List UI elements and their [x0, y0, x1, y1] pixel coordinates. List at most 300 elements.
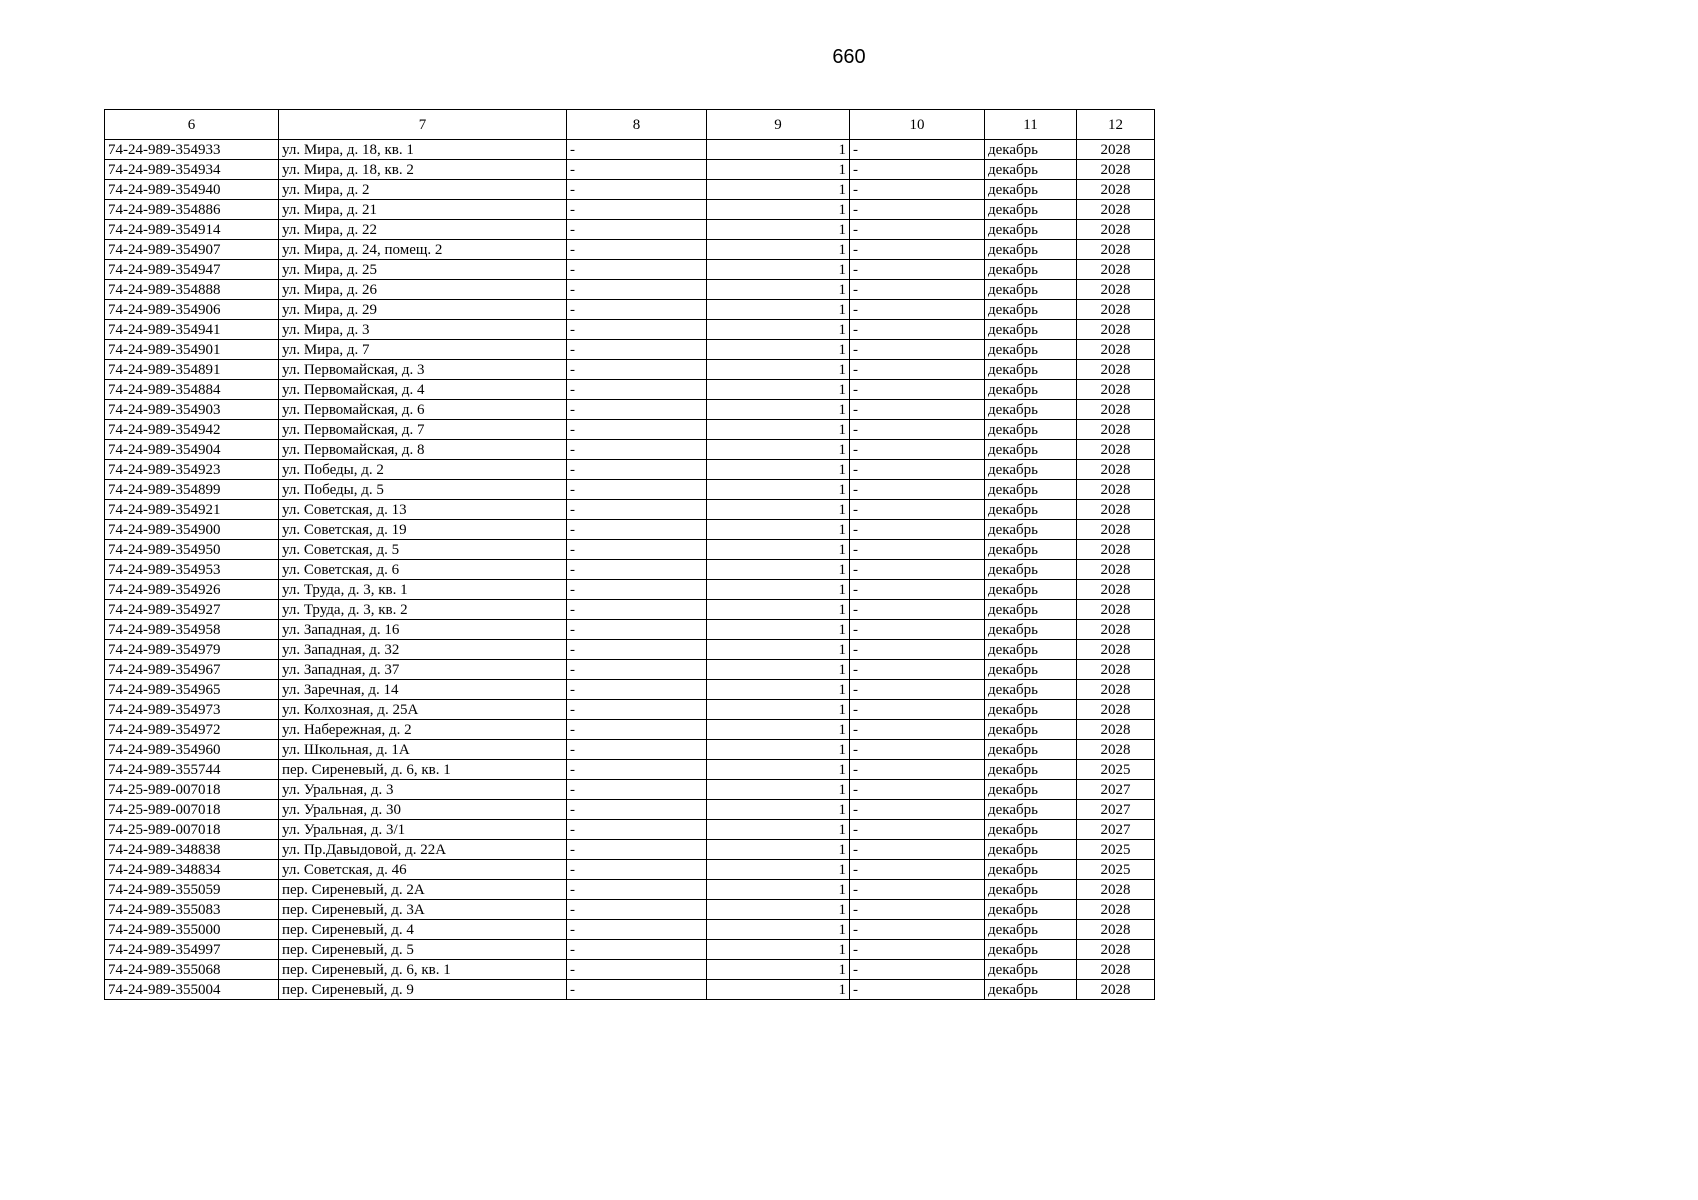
col-10-cell: -	[850, 740, 985, 760]
table-row	[105, 480, 1155, 500]
year-cell: 2028	[1077, 940, 1155, 960]
year-cell: 2028	[1077, 180, 1155, 200]
year-cell: 2025	[1077, 860, 1155, 880]
address-cell: ул. Колхозная, д. 25А	[279, 700, 567, 720]
col-9-cell: 1	[707, 340, 850, 360]
table-row	[105, 720, 1155, 740]
col-10-cell: -	[850, 420, 985, 440]
table-row	[105, 460, 1155, 480]
col-9-cell: 1	[707, 640, 850, 660]
month-cell: декабрь	[985, 200, 1077, 220]
col-8-cell: -	[567, 340, 707, 360]
col-8-cell: -	[567, 900, 707, 920]
month-cell: декабрь	[985, 840, 1077, 860]
cadastral-number-cell: 74-24-989-348838	[105, 840, 279, 860]
col-9-cell: 1	[707, 900, 850, 920]
table-row	[105, 400, 1155, 420]
year-cell: 2028	[1077, 900, 1155, 920]
col-header-8: 8	[567, 110, 707, 140]
col-9-cell: 1	[707, 580, 850, 600]
year-cell: 2028	[1077, 460, 1155, 480]
address-cell: пер. Сиреневый, д. 5	[279, 940, 567, 960]
year-cell: 2028	[1077, 340, 1155, 360]
col-header-11: 11	[985, 110, 1077, 140]
col-10-cell: -	[850, 840, 985, 860]
col-10-cell: -	[850, 640, 985, 660]
year-cell: 2028	[1077, 140, 1155, 160]
col-9-cell: 1	[707, 540, 850, 560]
cadastral-number-cell: 74-24-989-354903	[105, 400, 279, 420]
col-header-6: 6	[105, 110, 279, 140]
col-9-cell: 1	[707, 520, 850, 540]
col-8-cell: -	[567, 600, 707, 620]
col-9-cell: 1	[707, 320, 850, 340]
month-cell: декабрь	[985, 780, 1077, 800]
cadastral-number-cell: 74-24-989-355000	[105, 920, 279, 940]
month-cell: декабрь	[985, 220, 1077, 240]
table-row	[105, 640, 1155, 660]
year-cell: 2028	[1077, 580, 1155, 600]
address-cell: ул. Западная, д. 16	[279, 620, 567, 640]
col-9-cell: 1	[707, 840, 850, 860]
col-8-cell: -	[567, 300, 707, 320]
address-cell: ул. Труда, д. 3, кв. 2	[279, 600, 567, 620]
col-8-cell: -	[567, 940, 707, 960]
table-row	[105, 380, 1155, 400]
cadastral-number-cell: 74-24-989-354927	[105, 600, 279, 620]
address-cell: ул. Советская, д. 19	[279, 520, 567, 540]
table-row	[105, 860, 1155, 880]
month-cell: декабрь	[985, 800, 1077, 820]
cadastral-number-cell: 74-24-989-354923	[105, 460, 279, 480]
month-cell: декабрь	[985, 320, 1077, 340]
col-8-cell: -	[567, 740, 707, 760]
col-8-cell: -	[567, 920, 707, 940]
col-9-cell: 1	[707, 920, 850, 940]
col-8-cell: -	[567, 700, 707, 720]
col-8-cell: -	[567, 760, 707, 780]
col-9-cell: 1	[707, 260, 850, 280]
col-8-cell: -	[567, 720, 707, 740]
year-cell: 2028	[1077, 420, 1155, 440]
col-10-cell: -	[850, 600, 985, 620]
col-header-10: 10	[850, 110, 985, 140]
col-10-cell: -	[850, 480, 985, 500]
col-9-cell: 1	[707, 360, 850, 380]
year-cell: 2028	[1077, 680, 1155, 700]
table-row	[105, 660, 1155, 680]
address-cell: ул. Заречная, д. 14	[279, 680, 567, 700]
col-10-cell: -	[850, 300, 985, 320]
col-8-cell: -	[567, 840, 707, 860]
month-cell: декабрь	[985, 140, 1077, 160]
col-header-9: 9	[707, 110, 850, 140]
year-cell: 2028	[1077, 360, 1155, 380]
col-10-cell: -	[850, 500, 985, 520]
month-cell: декабрь	[985, 240, 1077, 260]
address-cell: ул. Советская, д. 13	[279, 500, 567, 520]
col-9-cell: 1	[707, 700, 850, 720]
col-8-cell: -	[567, 380, 707, 400]
month-cell: декабрь	[985, 560, 1077, 580]
address-cell: ул. Мира, д. 21	[279, 200, 567, 220]
month-cell: декабрь	[985, 760, 1077, 780]
address-cell: ул. Мира, д. 29	[279, 300, 567, 320]
cadastral-number-cell: 74-24-989-354940	[105, 180, 279, 200]
table-row	[105, 540, 1155, 560]
col-10-cell: -	[850, 320, 985, 340]
col-10-cell: -	[850, 700, 985, 720]
table-row	[105, 320, 1155, 340]
col-9-cell: 1	[707, 820, 850, 840]
header-row	[105, 110, 1155, 140]
col-10-cell: -	[850, 820, 985, 840]
month-cell: декабрь	[985, 880, 1077, 900]
cadastral-number-cell: 74-24-989-354934	[105, 160, 279, 180]
col-8-cell: -	[567, 220, 707, 240]
col-9-cell: 1	[707, 680, 850, 700]
page-number: 660	[832, 46, 866, 68]
year-cell: 2028	[1077, 400, 1155, 420]
col-8-cell: -	[567, 980, 707, 1000]
year-cell: 2028	[1077, 520, 1155, 540]
table-row	[105, 220, 1155, 240]
address-cell: ул. Мира, д. 22	[279, 220, 567, 240]
year-cell: 2028	[1077, 640, 1155, 660]
cadastral-number-cell: 74-24-989-354907	[105, 240, 279, 260]
cadastral-number-cell: 74-24-989-354942	[105, 420, 279, 440]
month-cell: декабрь	[985, 420, 1077, 440]
col-header-12: 12	[1077, 110, 1155, 140]
month-cell: декабрь	[985, 280, 1077, 300]
register-table	[104, 109, 1155, 1000]
cadastral-number-cell: 74-24-989-354901	[105, 340, 279, 360]
year-cell: 2028	[1077, 160, 1155, 180]
col-9-cell: 1	[707, 300, 850, 320]
address-cell: ул. Уральная, д. 3/1	[279, 820, 567, 840]
month-cell: декабрь	[985, 700, 1077, 720]
year-cell: 2028	[1077, 920, 1155, 940]
month-cell: декабрь	[985, 900, 1077, 920]
month-cell: декабрь	[985, 260, 1077, 280]
month-cell: декабрь	[985, 600, 1077, 620]
col-9-cell: 1	[707, 500, 850, 520]
address-cell: пер. Сиреневый, д. 3А	[279, 900, 567, 920]
cadastral-number-cell: 74-25-989-007018	[105, 820, 279, 840]
cadastral-number-cell: 74-24-989-354891	[105, 360, 279, 380]
col-10-cell: -	[850, 580, 985, 600]
month-cell: декабрь	[985, 360, 1077, 380]
col-8-cell: -	[567, 960, 707, 980]
col-8-cell: -	[567, 180, 707, 200]
col-10-cell: -	[850, 880, 985, 900]
col-9-cell: 1	[707, 180, 850, 200]
table-row	[105, 680, 1155, 700]
col-8-cell: -	[567, 480, 707, 500]
cadastral-number-cell: 74-24-989-355059	[105, 880, 279, 900]
address-cell: пер. Сиреневый, д. 9	[279, 980, 567, 1000]
address-cell: ул. Набережная, д. 2	[279, 720, 567, 740]
month-cell: декабрь	[985, 180, 1077, 200]
col-8-cell: -	[567, 640, 707, 660]
col-8-cell: -	[567, 860, 707, 880]
address-cell: пер. Сиреневый, д. 4	[279, 920, 567, 940]
address-cell: ул. Первомайская, д. 7	[279, 420, 567, 440]
col-10-cell: -	[850, 140, 985, 160]
year-cell: 2028	[1077, 720, 1155, 740]
col-9-cell: 1	[707, 720, 850, 740]
cadastral-number-cell: 74-24-989-354973	[105, 700, 279, 720]
month-cell: декабрь	[985, 740, 1077, 760]
year-cell: 2028	[1077, 980, 1155, 1000]
month-cell: декабрь	[985, 960, 1077, 980]
address-cell: ул. Школьная, д. 1А	[279, 740, 567, 760]
year-cell: 2025	[1077, 840, 1155, 860]
col-10-cell: -	[850, 440, 985, 460]
col-10-cell: -	[850, 800, 985, 820]
year-cell: 2028	[1077, 480, 1155, 500]
month-cell: декабрь	[985, 980, 1077, 1000]
cadastral-number-cell: 74-25-989-007018	[105, 800, 279, 820]
year-cell: 2025	[1077, 760, 1155, 780]
cadastral-number-cell: 74-24-989-354965	[105, 680, 279, 700]
cadastral-number-cell: 74-24-989-348834	[105, 860, 279, 880]
table-row	[105, 240, 1155, 260]
col-8-cell: -	[567, 540, 707, 560]
col-8-cell: -	[567, 780, 707, 800]
month-cell: декабрь	[985, 460, 1077, 480]
address-cell: ул. Пр.Давыдовой, д. 22А	[279, 840, 567, 860]
year-cell: 2028	[1077, 560, 1155, 580]
register-body	[105, 140, 1155, 1000]
col-10-cell: -	[850, 920, 985, 940]
col-10-cell: -	[850, 220, 985, 240]
col-9-cell: 1	[707, 620, 850, 640]
col-10-cell: -	[850, 240, 985, 260]
col-8-cell: -	[567, 620, 707, 640]
cadastral-number-cell: 74-24-989-355744	[105, 760, 279, 780]
table-row	[105, 740, 1155, 760]
col-9-cell: 1	[707, 480, 850, 500]
cadastral-number-cell: 74-24-989-354947	[105, 260, 279, 280]
address-cell: пер. Сиреневый, д. 6, кв. 1	[279, 960, 567, 980]
year-cell: 2028	[1077, 600, 1155, 620]
cadastral-number-cell: 74-24-989-355068	[105, 960, 279, 980]
table-row	[105, 700, 1155, 720]
col-10-cell: -	[850, 200, 985, 220]
year-cell: 2028	[1077, 320, 1155, 340]
table-row	[105, 360, 1155, 380]
table-row	[105, 260, 1155, 280]
year-cell: 2028	[1077, 380, 1155, 400]
month-cell: декабрь	[985, 540, 1077, 560]
address-cell: ул. Советская, д. 5	[279, 540, 567, 560]
col-8-cell: -	[567, 440, 707, 460]
col-10-cell: -	[850, 860, 985, 880]
col-8-cell: -	[567, 560, 707, 580]
col-10-cell: -	[850, 780, 985, 800]
col-8-cell: -	[567, 260, 707, 280]
cadastral-number-cell: 74-24-989-354960	[105, 740, 279, 760]
col-9-cell: 1	[707, 440, 850, 460]
year-cell: 2028	[1077, 200, 1155, 220]
col-10-cell: -	[850, 620, 985, 640]
col-9-cell: 1	[707, 560, 850, 580]
table-row	[105, 340, 1155, 360]
address-cell: ул. Первомайская, д. 3	[279, 360, 567, 380]
col-10-cell: -	[850, 260, 985, 280]
col-9-cell: 1	[707, 760, 850, 780]
col-9-cell: 1	[707, 880, 850, 900]
col-8-cell: -	[567, 660, 707, 680]
address-cell: ул. Западная, д. 32	[279, 640, 567, 660]
table-row	[105, 840, 1155, 860]
col-8-cell: -	[567, 200, 707, 220]
year-cell: 2028	[1077, 240, 1155, 260]
address-cell: ул. Советская, д. 46	[279, 860, 567, 880]
month-cell: декабрь	[985, 380, 1077, 400]
col-header-7: 7	[279, 110, 567, 140]
table-row	[105, 520, 1155, 540]
month-cell: декабрь	[985, 720, 1077, 740]
cadastral-number-cell: 74-24-989-354941	[105, 320, 279, 340]
col-10-cell: -	[850, 460, 985, 480]
table-row	[105, 600, 1155, 620]
col-8-cell: -	[567, 280, 707, 300]
month-cell: декабрь	[985, 860, 1077, 880]
address-cell: ул. Победы, д. 2	[279, 460, 567, 480]
table-row	[105, 140, 1155, 160]
col-8-cell: -	[567, 820, 707, 840]
month-cell: декабрь	[985, 300, 1077, 320]
col-8-cell: -	[567, 680, 707, 700]
col-10-cell: -	[850, 400, 985, 420]
col-8-cell: -	[567, 420, 707, 440]
cadastral-number-cell: 74-24-989-354950	[105, 540, 279, 560]
cadastral-number-cell: 74-24-989-355004	[105, 980, 279, 1000]
col-8-cell: -	[567, 520, 707, 540]
month-cell: декабрь	[985, 520, 1077, 540]
month-cell: декабрь	[985, 820, 1077, 840]
col-9-cell: 1	[707, 460, 850, 480]
cadastral-number-cell: 74-24-989-354967	[105, 660, 279, 680]
year-cell: 2028	[1077, 700, 1155, 720]
table-row	[105, 780, 1155, 800]
year-cell: 2028	[1077, 260, 1155, 280]
table-row	[105, 580, 1155, 600]
table-row	[105, 820, 1155, 840]
cadastral-number-cell: 74-24-989-354886	[105, 200, 279, 220]
table-row	[105, 800, 1155, 820]
col-10-cell: -	[850, 180, 985, 200]
col-9-cell: 1	[707, 660, 850, 680]
cadastral-number-cell: 74-24-989-354899	[105, 480, 279, 500]
month-cell: декабрь	[985, 500, 1077, 520]
col-9-cell: 1	[707, 740, 850, 760]
col-9-cell: 1	[707, 980, 850, 1000]
year-cell: 2028	[1077, 440, 1155, 460]
address-cell: ул. Мира, д. 24, помещ. 2	[279, 240, 567, 260]
table-row	[105, 880, 1155, 900]
table-row	[105, 900, 1155, 920]
table-row	[105, 940, 1155, 960]
address-cell: пер. Сиреневый, д. 2А	[279, 880, 567, 900]
table-row	[105, 560, 1155, 580]
col-10-cell: -	[850, 520, 985, 540]
col-9-cell: 1	[707, 960, 850, 980]
year-cell: 2027	[1077, 820, 1155, 840]
col-10-cell: -	[850, 160, 985, 180]
table-row	[105, 440, 1155, 460]
address-cell: ул. Труда, д. 3, кв. 1	[279, 580, 567, 600]
address-cell: ул. Мира, д. 2	[279, 180, 567, 200]
year-cell: 2028	[1077, 300, 1155, 320]
address-cell: ул. Мира, д. 7	[279, 340, 567, 360]
month-cell: декабрь	[985, 920, 1077, 940]
col-9-cell: 1	[707, 400, 850, 420]
table-row	[105, 300, 1155, 320]
cadastral-number-cell: 74-24-989-355083	[105, 900, 279, 920]
year-cell: 2028	[1077, 880, 1155, 900]
year-cell: 2028	[1077, 220, 1155, 240]
year-cell: 2028	[1077, 280, 1155, 300]
year-cell: 2028	[1077, 500, 1155, 520]
col-8-cell: -	[567, 800, 707, 820]
cadastral-number-cell: 74-24-989-354972	[105, 720, 279, 740]
col-10-cell: -	[850, 900, 985, 920]
col-8-cell: -	[567, 240, 707, 260]
cadastral-number-cell: 74-24-989-354926	[105, 580, 279, 600]
col-9-cell: 1	[707, 380, 850, 400]
cadastral-number-cell: 74-24-989-354888	[105, 280, 279, 300]
table-row	[105, 200, 1155, 220]
year-cell: 2028	[1077, 740, 1155, 760]
col-9-cell: 1	[707, 240, 850, 260]
col-9-cell: 1	[707, 600, 850, 620]
col-8-cell: -	[567, 580, 707, 600]
address-cell: ул. Советская, д. 6	[279, 560, 567, 580]
table-row	[105, 500, 1155, 520]
col-10-cell: -	[850, 940, 985, 960]
cadastral-number-cell: 74-24-989-354884	[105, 380, 279, 400]
year-cell: 2028	[1077, 960, 1155, 980]
col-10-cell: -	[850, 960, 985, 980]
address-cell: ул. Мира, д. 26	[279, 280, 567, 300]
col-10-cell: -	[850, 980, 985, 1000]
col-10-cell: -	[850, 540, 985, 560]
cadastral-number-cell: 74-24-989-354904	[105, 440, 279, 460]
address-cell: ул. Мира, д. 18, кв. 1	[279, 140, 567, 160]
month-cell: декабрь	[985, 340, 1077, 360]
year-cell: 2028	[1077, 620, 1155, 640]
month-cell: декабрь	[985, 440, 1077, 460]
col-10-cell: -	[850, 380, 985, 400]
col-9-cell: 1	[707, 280, 850, 300]
col-10-cell: -	[850, 760, 985, 780]
col-9-cell: 1	[707, 780, 850, 800]
col-8-cell: -	[567, 880, 707, 900]
col-9-cell: 1	[707, 800, 850, 820]
col-10-cell: -	[850, 720, 985, 740]
table-row	[105, 420, 1155, 440]
table-row	[105, 980, 1155, 1000]
month-cell: декабрь	[985, 580, 1077, 600]
col-9-cell: 1	[707, 160, 850, 180]
col-10-cell: -	[850, 280, 985, 300]
address-cell: ул. Уральная, д. 30	[279, 800, 567, 820]
address-cell: ул. Первомайская, д. 4	[279, 380, 567, 400]
cadastral-number-cell: 74-24-989-354906	[105, 300, 279, 320]
